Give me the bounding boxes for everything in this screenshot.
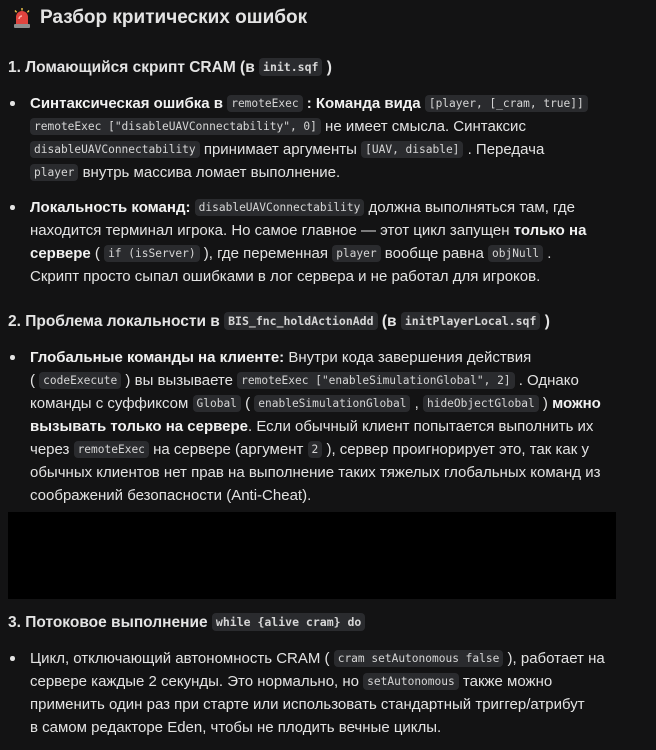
text-run: внутрь массива ломает выполнение. bbox=[78, 164, 341, 181]
text-run: . Если обычный клиент попытается выполнить их bbox=[248, 418, 594, 435]
text-line bbox=[30, 346, 634, 369]
text-run: можно bbox=[552, 395, 601, 412]
inline-code: remoteExec ["disableUAVConnectability", 0] bbox=[30, 118, 321, 135]
inline-code: codeExecute bbox=[39, 372, 121, 389]
text-run: . bbox=[543, 245, 552, 262]
text-run: только на bbox=[513, 222, 587, 239]
text-line bbox=[30, 138, 634, 161]
list-item bbox=[30, 92, 634, 184]
text-run: команды с суффиксом bbox=[30, 395, 193, 412]
inline-code: hideObjectGlobal bbox=[423, 395, 539, 412]
list-item bbox=[30, 647, 634, 739]
text-run: принимает аргументы bbox=[199, 141, 362, 158]
siren-icon bbox=[12, 7, 32, 29]
text-line bbox=[30, 647, 634, 670]
text-run: : Команда вида bbox=[302, 95, 425, 112]
text-run: ( bbox=[90, 245, 105, 262]
text-run: соображений безопасности (Anti-Cheat). bbox=[30, 487, 312, 504]
text-line bbox=[30, 438, 634, 461]
text-run: . Передача bbox=[463, 141, 545, 158]
text-run: через bbox=[30, 441, 74, 458]
bullet bbox=[10, 205, 15, 210]
text-line bbox=[30, 693, 634, 716]
text-line bbox=[30, 115, 634, 138]
text-run: применить один раз при старте или использовать стандартный триггер/атрибут bbox=[30, 696, 585, 713]
text-run: Цикл, отключающий автономность CRAM ( bbox=[30, 650, 334, 667]
text-run: находится терминал игрока. Но самое главное — этот цикл запущен bbox=[30, 222, 514, 239]
section-3-heading: 3. Потоковое выполнение while {alive cram} do bbox=[8, 614, 365, 632]
text-run: Локальность команд: bbox=[30, 199, 191, 216]
inline-code: remoteExec ["enableSimulationGlobal", 2] bbox=[237, 372, 514, 389]
section-2-heading: 2. Проблема локальности в BIS_fnc_holdActionAdd (в initPlayerLocal.sqf ) bbox=[8, 313, 550, 330]
text-run: обычных клиентов нет прав на выполнение таких тяжелых глобальных команд из bbox=[30, 464, 601, 481]
text-line bbox=[30, 415, 634, 438]
inline-code: 2 bbox=[308, 441, 323, 458]
text-line bbox=[30, 161, 634, 184]
text-run: ( bbox=[240, 395, 255, 412]
text-line bbox=[30, 196, 634, 219]
text-run: . Однако bbox=[514, 372, 579, 389]
redacted-block bbox=[8, 512, 616, 599]
text-run: вызывать только на сервере bbox=[30, 418, 249, 435]
text-run: ) bbox=[538, 395, 553, 412]
inline-code: disableUAVConnectability bbox=[195, 199, 365, 216]
bullet bbox=[10, 355, 15, 360]
text-run: ) вы вызываете bbox=[121, 372, 238, 389]
inline-code: Global bbox=[193, 395, 241, 412]
inline-code: [player, [_cram, true]] bbox=[425, 95, 588, 112]
inline-code: [UAV, disable] bbox=[361, 141, 463, 158]
text-run: ), сервер проигнорирует это, так как у bbox=[322, 441, 589, 458]
text-run: ( bbox=[30, 372, 40, 389]
text-line bbox=[30, 461, 634, 484]
text-line bbox=[30, 242, 634, 265]
text-run: на сервере (аргумент bbox=[148, 441, 308, 458]
text-line bbox=[30, 484, 634, 507]
text-run: ), работает на bbox=[503, 650, 605, 667]
text-line bbox=[30, 369, 634, 392]
text-line bbox=[30, 392, 634, 415]
inline-code: remoteExec bbox=[227, 95, 302, 112]
inline-code: player bbox=[30, 164, 78, 181]
text-line bbox=[30, 92, 634, 115]
text-run: Синтаксическая ошибка в bbox=[30, 95, 228, 112]
text-run: Глобальные команды на клиенте: bbox=[30, 349, 285, 366]
bullet bbox=[10, 101, 15, 106]
text-line bbox=[30, 716, 634, 739]
inline-code: enableSimulationGlobal bbox=[254, 395, 410, 412]
inline-code: setAutonomous bbox=[363, 673, 459, 690]
inline-code: disableUAVConnectability bbox=[30, 141, 200, 158]
text-run: ), где переменная bbox=[199, 245, 333, 262]
section-1-heading: 1. Ломающийся скрипт CRAM (в init.sqf ) bbox=[8, 59, 332, 76]
inline-code: if (isServer) bbox=[104, 245, 200, 262]
list-item bbox=[30, 196, 634, 288]
page-title bbox=[12, 7, 307, 29]
text-run: должна выполняться там, где bbox=[364, 199, 575, 216]
page-title-text: Разбор критических ошибок bbox=[40, 7, 308, 28]
text-line bbox=[30, 219, 634, 242]
text-run: также можно bbox=[458, 673, 553, 690]
inline-code: remoteExec bbox=[74, 441, 149, 458]
text-run: Внутри кода завершения действия bbox=[284, 349, 532, 366]
text-run: не имеет смысла. Синтаксис bbox=[320, 118, 526, 135]
bullet bbox=[10, 656, 15, 661]
text-line bbox=[30, 670, 634, 693]
inline-code: cram setAutonomous false bbox=[334, 650, 504, 667]
text-run: сервере bbox=[30, 245, 91, 262]
text-run: в самом редакторе Eden, чтобы не плодить вечные циклы. bbox=[30, 719, 442, 736]
inline-code: player bbox=[332, 245, 380, 262]
text-run: Скрипт просто сыпал ошибками в лог сервера и не работал для игроков. bbox=[30, 268, 541, 285]
text-run: , bbox=[410, 395, 423, 412]
text-run: вообще равна bbox=[380, 245, 488, 262]
inline-code: objNull bbox=[488, 245, 543, 262]
text-run: сервере каждые 2 секунды. Это нормально, но bbox=[30, 673, 364, 690]
text-line bbox=[30, 265, 634, 288]
list-item bbox=[30, 346, 634, 507]
